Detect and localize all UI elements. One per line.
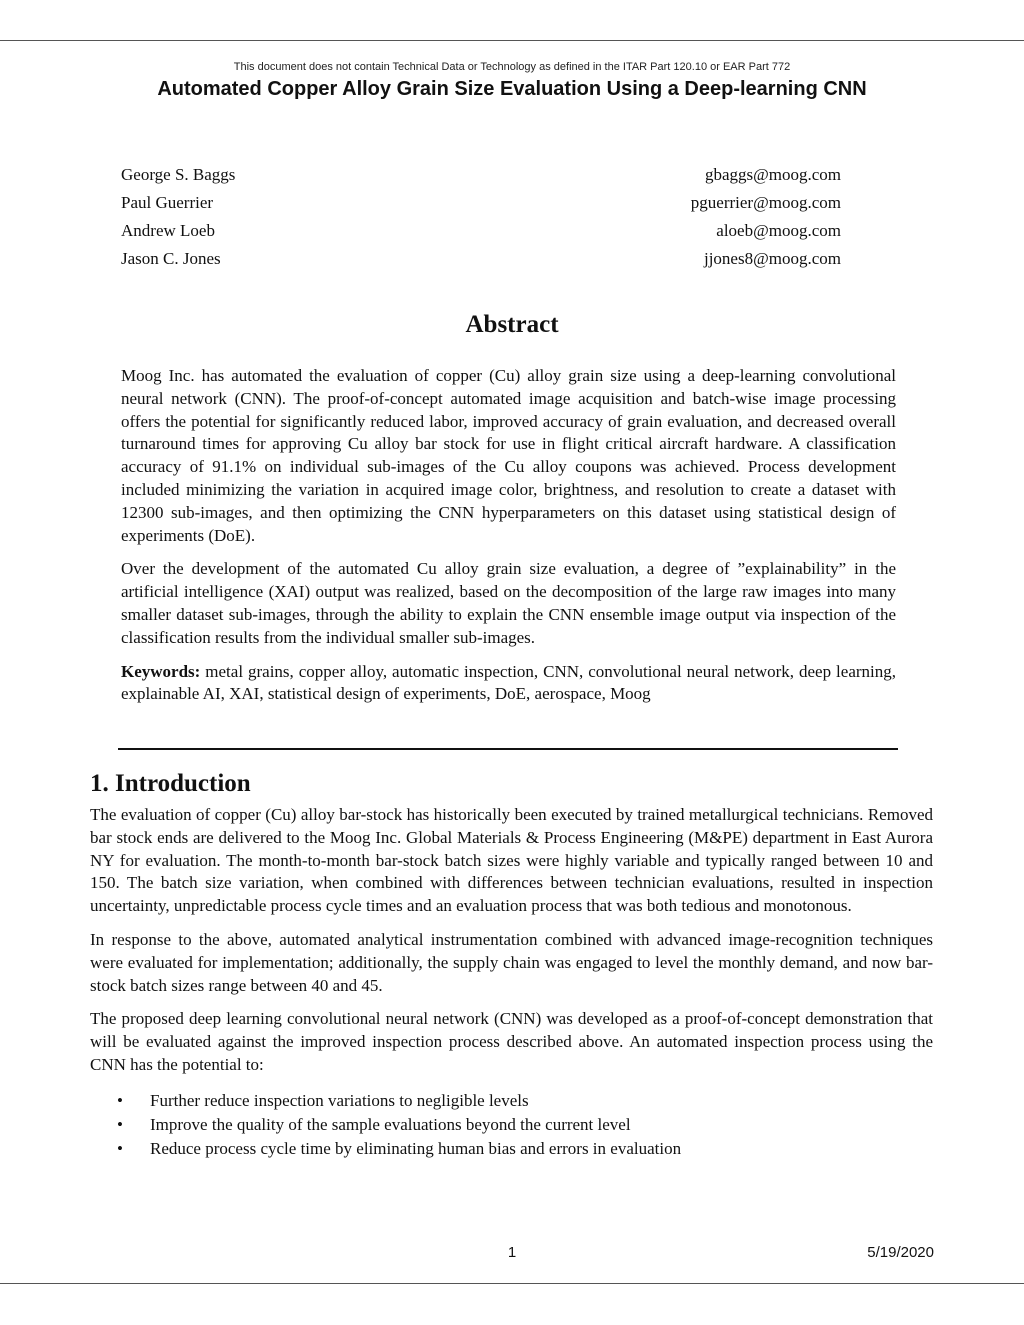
keywords-line: [121, 661, 896, 707]
abstract-paragraph: Moog Inc. has automated the evaluation of copper (Cu) alloy grain size using a deep-learning convolutional neural network (CNN). The proof-of-concept automated image acquisition and batch-wise image processing offers the potential for significantly reduced labor, improved accuracy of grain evaluation, and decreased overall turnaround times for approving Cu alloy bar stock for use in flight critical aircraft hardware. A classification accuracy of 91.1% on individual sub-images of the Cu alloy coupons was achieved. Process development included minimizing the variation in acquired image color, brightness, and resolution to create a dataset with 12300 sub-images, and then optimizing the CNN hyperparameters on this dataset using statistical design of experiments (DoE).: [121, 366, 896, 545]
paper-title: Automated Copper Alloy Grain Size Evaluation Using a Deep-learning CNN: [157, 78, 867, 100]
intro-paragraph: The evaluation of copper (Cu) alloy bar-stock has historically been executed by trained metallurgical technicians. Removed bar stock ends are delivered to the Moog Inc. Global Materials & Process Engineering (M&PE) department in East Aurora NY for evaluation. The month-to-month bar-stock batch sizes were highly variable and typically ranged between 10 and 150. The batch size variation, when combined with differences between technician evaluations, resulted in inspection uncertainty, unpredictable process cycle times and an evaluation process that was both tedious and monotonous.: [90, 805, 933, 916]
author-email: pguerrier@moog.com: [690, 193, 841, 212]
author-row: [121, 164, 841, 192]
bottom-rule: [0, 1283, 1024, 1284]
list-item-text: Reduce process cycle time by eliminating human bias and errors in evaluation: [150, 1138, 682, 1158]
list-item: [90, 1137, 933, 1161]
abstract-body: [121, 365, 896, 717]
itar-notice: This document does not contain Technical Data or Technology as defined in the ITAR Part 120.10 or EAR Part 772: [233, 61, 791, 73]
keywords-text: metal grains, copper alloy, automatic inspection, CNN, convolutional neural network, deep learning, explainable AI, XAI, statistical design of experiments, DoE, aerospace, Moog: [121, 661, 896, 704]
bullet-icon: •: [117, 1114, 123, 1134]
section-divider: [118, 748, 898, 750]
author-email: gbaggs@moog.com: [704, 165, 841, 184]
intro-paragraph: In response to the above, automated analytical instrumentation combined with advanced image-recognition techniques were evaluated for implementation; additionally, the supply chain was engaged to level the monthly demand, and now bar-stock batch sizes range between 40 and 45.: [90, 929, 933, 995]
page-number: 1: [507, 1244, 517, 1261]
keywords-label: Keywords:: [121, 661, 201, 681]
bullet-icon: •: [117, 1138, 123, 1158]
introduction-heading: 1. Introduction: [90, 770, 251, 797]
top-rule: [0, 40, 1024, 41]
author-name: Paul Guerrier: [121, 193, 214, 212]
bullet-icon: •: [117, 1090, 123, 1110]
author-name: George S. Baggs: [121, 165, 236, 184]
author-name: Jason C. Jones: [121, 249, 221, 268]
author-name: Andrew Loeb: [121, 221, 215, 240]
author-email: jjones8@moog.com: [703, 249, 841, 268]
author-row: [121, 248, 841, 276]
benefit-list: [90, 1089, 933, 1161]
author-list: [121, 164, 841, 276]
author-row: [121, 192, 841, 220]
abstract-paragraph: Over the development of the automated Cu alloy grain size evaluation, a degree of ”explainability” in the artificial intelligence (XAI) output was realized, based on the decomposition of the large raw images into many smaller dataset sub-images, through the ability to explain the CNN ensemble image output via inspection of the classification results from the individual smaller sub-images.: [121, 559, 896, 647]
author-row: [121, 220, 841, 248]
introduction-body: [90, 804, 933, 1161]
list-item: [90, 1113, 933, 1137]
list-item-text: Further reduce inspection variations to negligible levels: [150, 1090, 529, 1110]
abstract-heading: Abstract: [465, 311, 559, 338]
footer-date: 5/19/2020: [867, 1244, 934, 1261]
author-email: aloeb@moog.com: [716, 221, 841, 240]
intro-paragraph: The proposed deep learning convolutional neural network (CNN) was developed as a proof-of-concept demonstration that will be evaluated against the improved inspection process described above. An automated inspection process using the CNN has the potential to:: [90, 1009, 933, 1074]
list-item-text: Improve the quality of the sample evaluations beyond the current level: [150, 1114, 631, 1134]
list-item: [90, 1089, 933, 1113]
